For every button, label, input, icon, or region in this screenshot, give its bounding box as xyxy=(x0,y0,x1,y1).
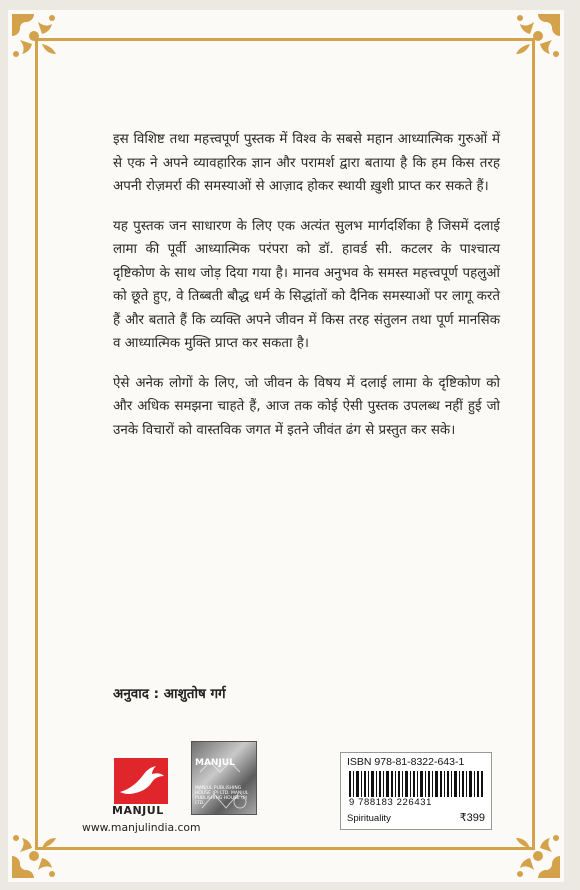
hologram-sticker xyxy=(191,741,257,815)
translator-credit: अनुवाद : आशुतोष गर्ग xyxy=(113,686,226,702)
bird-logo-icon xyxy=(114,758,168,804)
publisher-logo-name: MANJUL xyxy=(112,804,164,817)
barcode-icon xyxy=(349,771,483,797)
corner-ornament-icon xyxy=(8,822,68,882)
blurb-paragraph-3: ऐसे अनेक लोगों के लिए, जो जीवन के विषय में दलाई लामा के दृष्टिकोण को और अधिक समझना चाहते हैं, आज तक कोई ऐसी पुस्तक उपलब्ध नहीं हुई जो उनके विचारों को वास्तविक जगत में इतने जीवंत ढंग से प्रस्तुत कर सके। xyxy=(113,375,500,438)
blurb-text xyxy=(113,128,500,458)
corner-ornament-icon xyxy=(8,10,68,70)
barcode-digits: 9 788183 226431 xyxy=(349,797,432,808)
hologram-subtitle: MANJUL PUBLISHING HOUSE (P) LTD. MANJUL PUBLISHING HOUSE (P) LTD. xyxy=(195,786,249,806)
blurb-paragraph-1: इस विशिष्ट तथा महत्त्वपूर्ण पुस्तक में विश्व के सबसे महान आध्यात्मिक गुरुओं में से एक ने अपने व्यावहारिक ज्ञान और परामर्श द्वारा बताया है कि हम किस तरह अपनी रोज़मर्रा की समस्याओं से आज़ाद होकर स्थायी ख़ुशी प्राप्त कर सकते हैं। xyxy=(113,132,500,194)
publisher-logo xyxy=(106,758,188,822)
barcode-label xyxy=(340,752,492,830)
blurb-paragraph-2: यह पुस्तक जन साधारण के लिए एक अत्यंत सुलभ मार्गदर्शिका है जिसमें दलाई लामा की पूर्वी आध्यात्मिक परंपरा को डॉ. हावर्ड सी. कटलर के पाश्चात्य दृष्टिकोण के साथ जोड़ दिया गया है। मानव अनुभव के समस्त महत्त्वपूर्ण पहलुओं को छूते हुए, वे तिब्बती बौद्ध धर्म के सिद्धांतों को दैनिक समस्याओं पर लागू करते हैं और बताते हैं कि व्यक्ति अपने जीवन में किस तरह संतुलन तथा पूर्ण मानसिक व आध्यात्मिक मुक्ति प्राप्त कर सकता है। xyxy=(113,218,500,351)
corner-ornament-icon xyxy=(504,822,564,882)
genre-label: Spirituality xyxy=(347,813,391,824)
isbn-number: ISBN 978-81-8322-643-1 xyxy=(347,756,465,768)
publisher-website: www.manjulindia.com xyxy=(82,821,201,834)
price-label: ₹399 xyxy=(459,812,485,824)
corner-ornament-icon xyxy=(504,10,564,70)
hologram-title: MANJUL xyxy=(195,758,235,768)
